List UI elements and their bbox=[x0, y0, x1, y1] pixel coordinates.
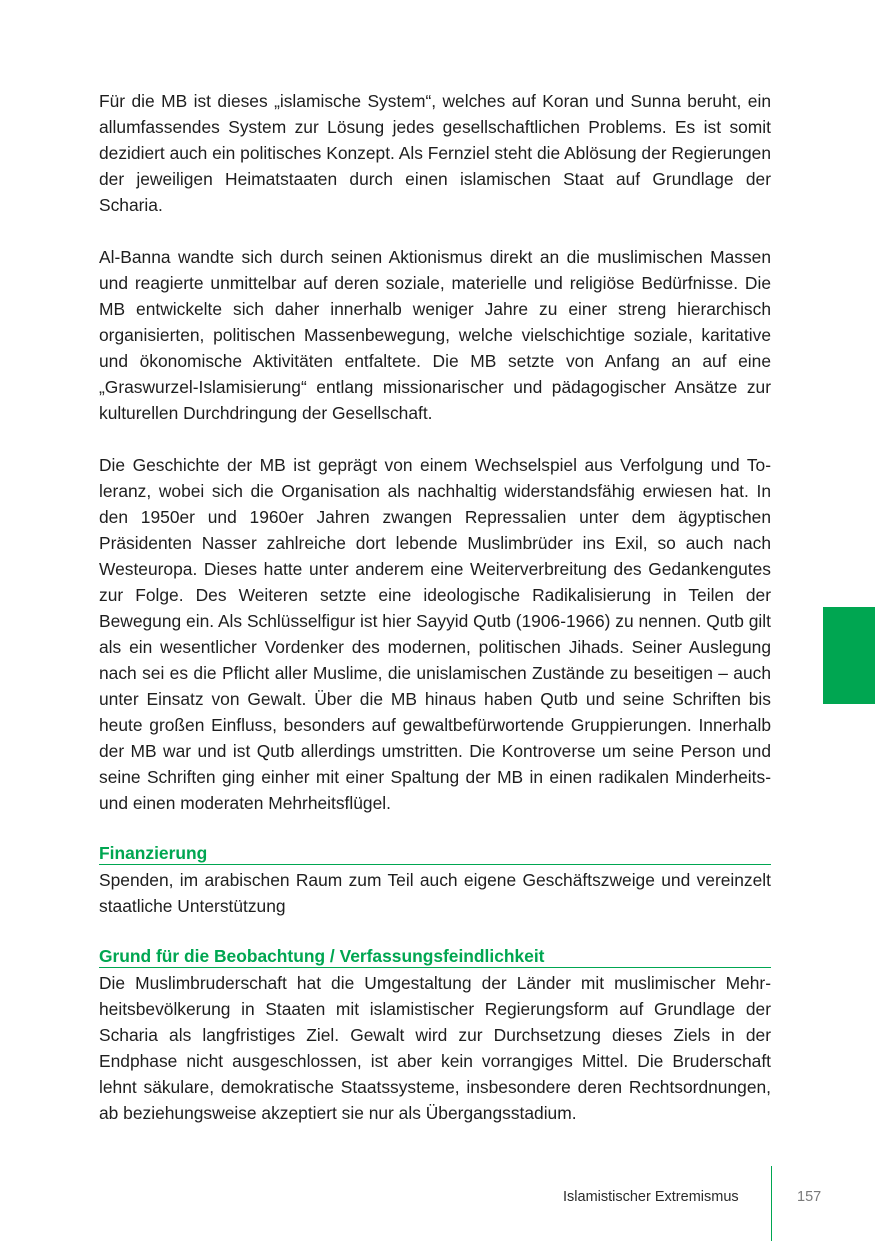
paragraph-islamic-system: Für die MB ist dieses „islamische System“, welches auf Koran und Sunna beruht, ein allumfassendes System zur Lösung jedes gesellschaftlichen Problems. Es ist somit dezidiert auch ein politisches Konzept. Als Fernziel steht die Ablösung der Regierungen der jeweiligen Heimatstaaten durch einen islamischen Staat auf Grundlage der Scharia. bbox=[99, 91, 771, 215]
section-heading-observation-reason: Grund für die Beobachtung / Verfassungsfeindlichkeit bbox=[99, 945, 771, 968]
section-observation-reason bbox=[99, 945, 771, 1126]
paragraph-history: Die Geschichte der MB ist geprägt von einem Wechselspiel aus Verfolgung und Toleranz, wobei sich die Organisation als nachhaltig widerstandsfähig erwiesen hat. In den 1950er und 1960er Jahren zwangen Repressalien unter dem ägyptischen Präsidenten Nasser zahlreiche dort lebende Muslimbrüder ins Exil, so auch nach Westeuropa. Dieses hatte unter anderem eine Weiterverbreitung des Gedankengutes zur Folge. Des Weiteren setzte eine ideologische Radikalisierung in Teilen der Bewegung ein. Als Schlüsselfigur ist hier Sayyid Qutb (1906-1966) zu nennen. Qutb gilt als ein wesentlicher Vordenker des modernen, politischen Jihads. Seiner Auslegung nach sei es die Pflicht aller Muslime, die unislamischen Zustände zu beseitigen – auch unter Einsatz von Gewalt. Über die MB hinaus haben Qutb und seine Schriften bis heute großen Einfluss, besonders auf gewaltbefürwortende Gruppierungen. Innerhalb der MB war und ist Qutb allerdings umstritten. Die Kontroverse um seine Person und seine Schriften ging einher mit einer Spaltung der MB in einen radikalen Minderheits- und einen moderaten Mehrheitsflügel. bbox=[99, 455, 771, 813]
main-content bbox=[99, 88, 771, 1152]
section-financing bbox=[99, 842, 771, 919]
footer-divider bbox=[771, 1166, 772, 1241]
paragraph-al-banna: Al-Banna wandte sich durch seinen Aktionismus direkt an die muslimischen Massen und reagierte unmittelbar auf deren soziale, materielle und religiöse Bedürfnisse. Die MB entwickelte sich daher innerhalb weniger Jahre zu einer streng hierarchisch organisierten, politischen Massenbewegung, welche vielschichtige soziale, karitative und ökonomische Aktivitäten entfaltete. Die MB setzte von Anfang an auf eine „Graswurzel-Islamisierung“ entlang missionarischer und pädagogischer Ansätze zur kulturellen Durchdringung der Gesellschaft. bbox=[99, 247, 771, 423]
section-body-observation-reason: Die Muslimbruderschaft hat die Umgestaltung der Länder mit muslimischer Mehrheitsbevölkerung in Staaten mit islamistischer Regierungsform auf Grundlage der Scharia als langfristiges Ziel. Gewalt wird zur Durchsetzung dieses Ziels in der Endphase nicht ausgeschlossen, ist aber kein vorrangiges Mittel. Die Bruderschaft lehnt säkulare, demokratische Staatssysteme, insbesondere deren Rechtsordnungen, ab beziehungsweise akzeptiert sie nur als Übergangsstadium. bbox=[99, 973, 771, 1123]
section-heading-financing: Finanzierung bbox=[99, 842, 771, 865]
page-number: 157 bbox=[797, 1189, 822, 1205]
footer-chapter-title: Islamistischer Extremismus bbox=[563, 1189, 739, 1205]
section-body-financing: Spenden, im arabischen Raum zum Teil auch eigene Geschäftszweige und vereinzelt staatliche Unterstützung bbox=[99, 870, 771, 916]
chapter-side-tab bbox=[823, 607, 875, 704]
